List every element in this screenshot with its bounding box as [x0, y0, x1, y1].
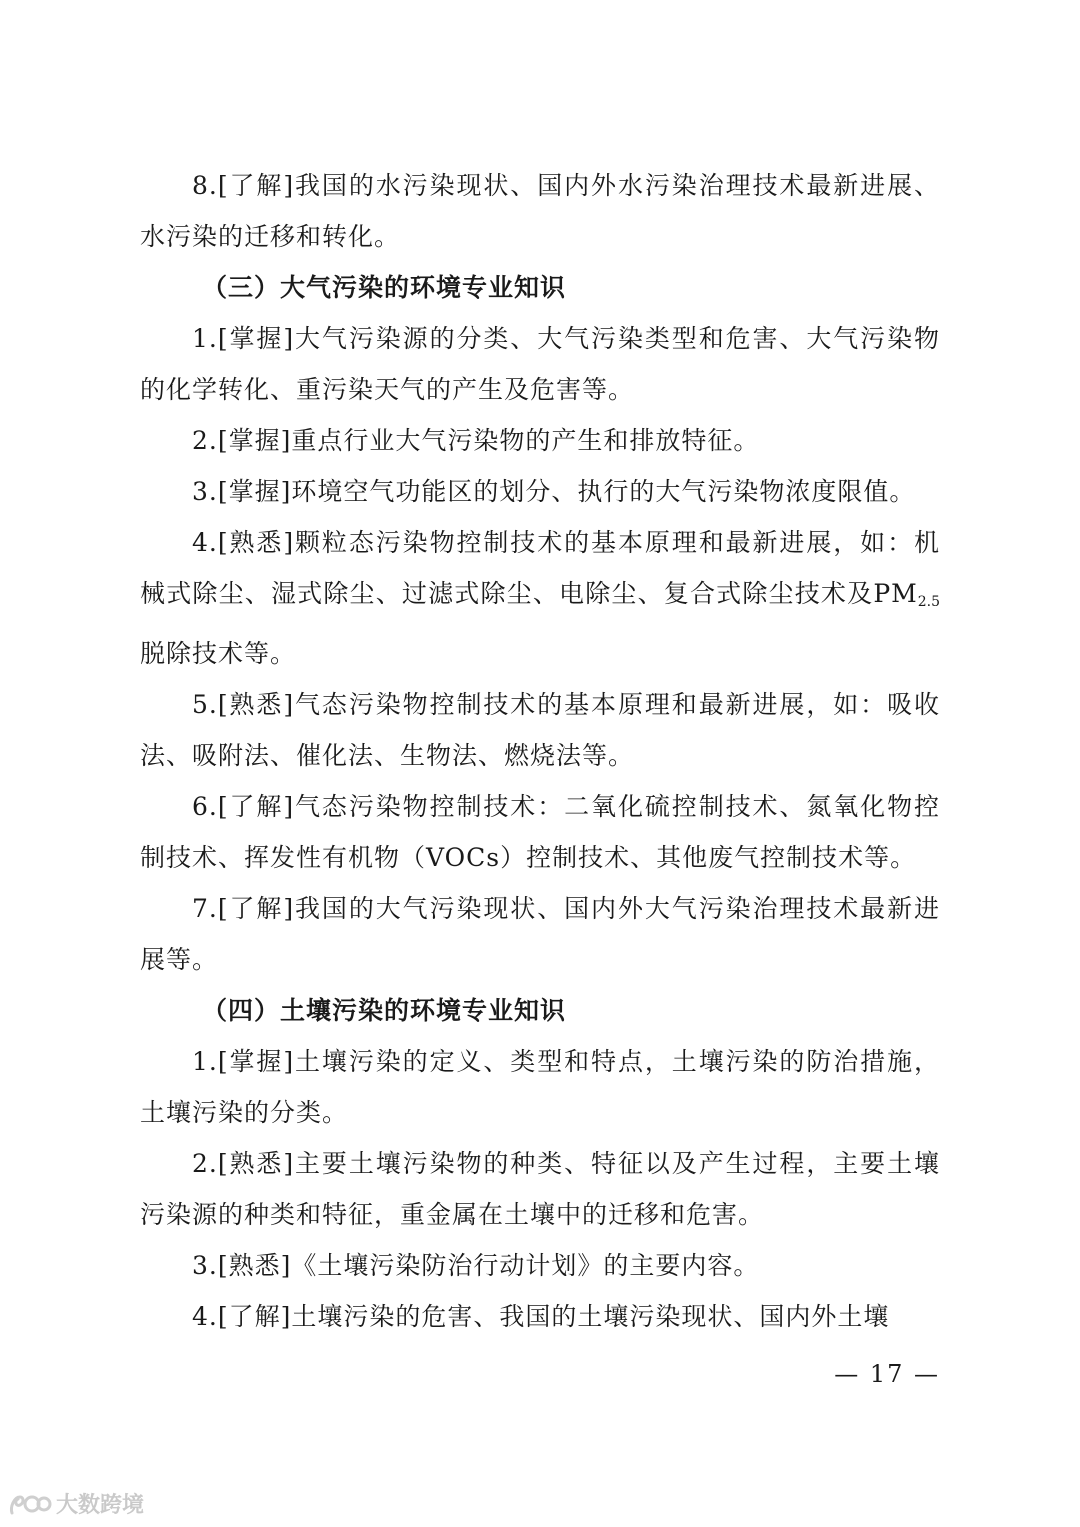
pm-label: PM — [873, 579, 918, 608]
paragraph-7: 6.[了解]气态污染物控制技术：二氧化硫控制技术、氮氧化物控制技术、挥发性有机物（VOCs）控制技术、其他废气控制技术等。 — [140, 792, 940, 872]
paragraph-11: 3.[熟悉]《土壤污染防治行动计划》的主要内容。 — [192, 1251, 760, 1280]
paragraph-6: 5.[熟悉]气态污染物控制技术的基本原理和最新进展，如：吸收法、吸附法、催化法、生物法、燃烧法等。 — [140, 690, 940, 770]
section-heading-4: （四）土壤污染的环境专业知识 — [202, 996, 567, 1025]
pm-subscript: 2.5 — [917, 594, 940, 610]
watermark-logo-icon — [8, 1491, 52, 1517]
paragraph-9: 1.[掌握]土壤污染的定义、类型和特点，土壤污染的防治措施，土壤污染的分类。 — [140, 1047, 940, 1127]
paragraph-2: 1.[掌握]大气污染源的分类、大气污染类型和危害、大气污染物的化学转化、重污染天气的产生及危害等。 — [140, 324, 940, 404]
paragraph-5-tail: 脱除技术等。 — [140, 639, 297, 668]
paragraph-5 — [140, 517, 940, 679]
watermark — [8, 1488, 144, 1519]
watermark-text: 大数跨境 — [56, 1493, 145, 1518]
paragraph-5-text: 4.[熟悉]颗粒态污染物控制技术的基本原理和最新进展，如：机械式除尘、湿式除尘、过滤式除尘、电除尘、复合式除尘技术及 — [140, 528, 940, 608]
paragraph-12: 4.[了解]土壤污染的危害、我国的土壤污染现状、国内外土壤 — [192, 1302, 890, 1331]
document-body — [140, 160, 940, 1342]
page-number: — 17 — — [834, 1360, 940, 1388]
paragraph-10: 2.[熟悉]主要土壤污染物的种类、特征以及产生过程，主要土壤污染源的种类和特征，重金属在土壤中的迁移和危害。 — [140, 1149, 940, 1229]
paragraph-8: 7.[了解]我国的大气污染现状、国内外大气污染治理技术最新进展等。 — [140, 894, 940, 974]
section-heading-3: （三）大气污染的环境专业知识 — [202, 273, 567, 302]
paragraph-1: 8.[了解]我国的水污染现状、国内外水污染治理技术最新进展、水污染的迁移和转化。 — [140, 171, 940, 251]
paragraph-4: 3.[掌握]环境空气功能区的划分、执行的大气污染物浓度限值。 — [192, 477, 916, 506]
paragraph-3: 2.[掌握]重点行业大气污染物的产生和排放特征。 — [192, 426, 760, 455]
